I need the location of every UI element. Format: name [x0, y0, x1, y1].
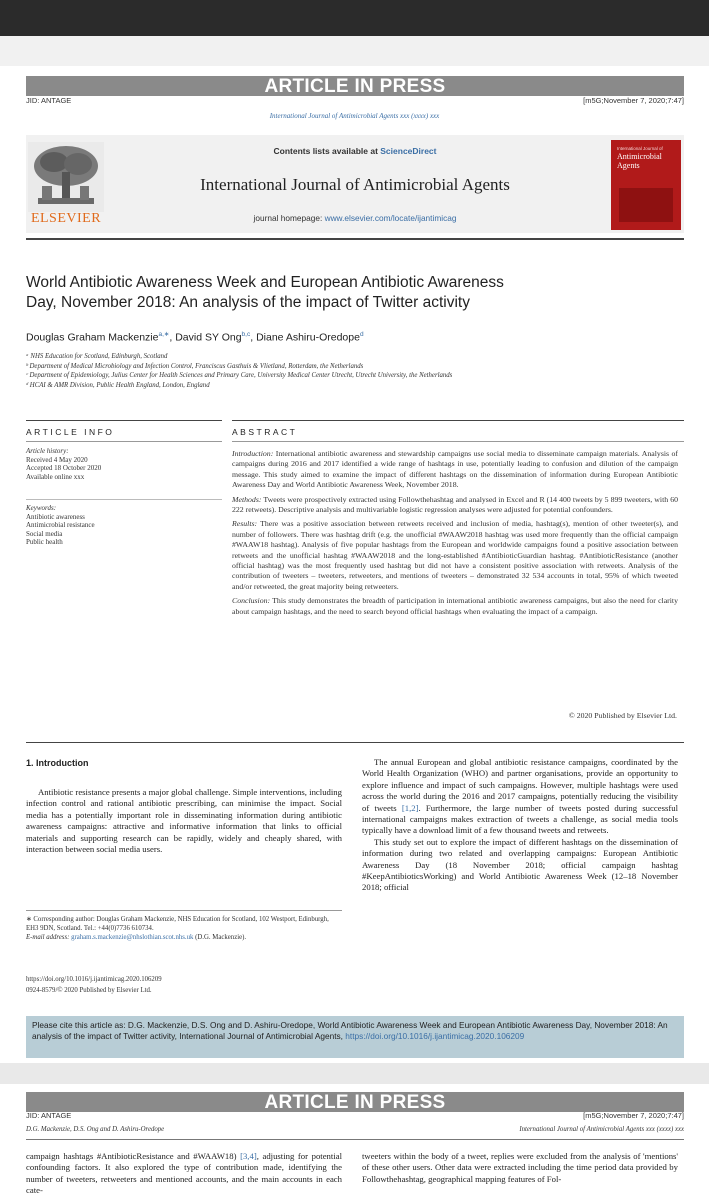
- abstract-heading: ABSTRACT: [232, 427, 298, 437]
- journal-line[interactable]: International Journal of Antimicrobial Agents xxx (xxxx) xxx: [269, 112, 440, 120]
- author-sup[interactable]: b,c: [241, 331, 251, 338]
- page-gap: [0, 36, 709, 66]
- abstract-methods: Methods: Tweets were prospectively extracted using Followthehashtag and analysed in Excel and R (14 400 tweets by 5 899 tweeters, with 60 222 retweets). Descriptive analysis and multivariable logistic regression analyses were adjusted for potential confounders.: [232, 494, 678, 515]
- intro-paragraph-left: Antibiotic resistance presents a major global challenge. Simple interventions, including infection control and rational antibiotic prescribing, can minimise the impact. Social media has a potentially important role in disseminating information during antibiotic awareness campaigns: attractive and informative information that links to official materials and supporting research can be rapidly, widely and cheaply shared, with interaction between social media users.: [26, 787, 342, 855]
- intro-right-para-1: The annual European and global antibiotic resistance campaigns, coordinated by the World Health Organization (WHO) and partner organisations, provide an opportunity to explore influence and impact of such campaigns. However, multiple hashtags were used across the world during the 2016 and 2017 campaigns, potentially reducing the visibility of tweets [1,2]. Furthermore, the large number of tweets posted during successful international campaigns makes extraction of tweets a challenge, as social media tools typically have a download limit of a few thousand tweets and retweets.: [362, 757, 679, 836]
- affiliation: ᵃ NHS Education for Scotland, Edinburgh, Scotland: [26, 353, 168, 360]
- author-sup[interactable]: d: [359, 331, 364, 338]
- homepage-prefix: journal homepage:: [253, 213, 325, 223]
- info-divider: [26, 499, 222, 500]
- running-journal: International Journal of Antimicrobial Agents xxx (xxxx) xxx: [519, 1126, 684, 1133]
- page2-left-column: campaign hashtags #AntibioticResistance and #WAAW18) [3,4], adjusting for potential confounding factors. It also explored the type of contribution made, identifying the number of tweeters, retweeters and mentioned accounts, and the main accounts in each cate-: [26, 1151, 342, 1196]
- contents-prefix: Contents lists available at: [273, 146, 381, 156]
- label: Results:: [232, 519, 258, 529]
- homepage-line: [160, 213, 550, 223]
- jid-label: JID: ANTAGE: [26, 96, 72, 105]
- keywords: [26, 504, 222, 547]
- article-history: [26, 447, 222, 481]
- abstract-subrule: [232, 441, 684, 442]
- affiliation: ᶜ Department of Epidemiology, Julius Center for Health Sciences and Primary Care, University Medical Center Utrecht, Utrecht University, the Netherlands: [26, 372, 453, 380]
- issn-line: 0924-8579/© 2020 Published by Elsevier Ltd.: [26, 987, 152, 994]
- history-item: Available online xxx: [26, 472, 85, 481]
- page2-header-rule: [26, 1139, 684, 1140]
- citation-text: Please cite this article as: D.G. Mackenzie, D.S. Ong and D. Ashiru-Oredope, World Antibiotic Awareness Week and European Antibiotic Awareness Day, November 2018: An analysis of the impact of Twitter activity, International Journal of Antimicrobial Agents, https://doi.org/10.1016/j.ijantimicag.2020.106209: [32, 1020, 668, 1041]
- page-gap: [0, 1063, 709, 1084]
- keywords-label: Keywords:: [26, 504, 57, 512]
- email-link[interactable]: graham.s.mackenzie@nhslothian.scot.nhs.uk: [71, 934, 194, 941]
- history-label: Article history:: [26, 447, 69, 455]
- reference-link[interactable]: [1,2]: [401, 802, 419, 813]
- keyword: Social media: [26, 529, 63, 538]
- intro-paragraph-right: [362, 757, 678, 894]
- author-sup[interactable]: a,∗: [158, 331, 170, 338]
- affiliations: [26, 352, 666, 390]
- page2-right-column: tweeters within the body of a tweet, replies were excluded from the analysis of 'mentions' of these other users. Other data were extracted including the time period data provided by Followthehashtag, geographical mapping features of Fol-: [362, 1151, 678, 1184]
- doi-link[interactable]: https://doi.org/10.1016/j.ijantimicag.2020.106209: [26, 976, 162, 983]
- abstract-bottom-rule: [26, 742, 684, 743]
- header-rule: [26, 238, 684, 240]
- reference-link[interactable]: [3,4]: [240, 1151, 257, 1161]
- affiliation: ᵈ HCAI & AMR Division, Public Health England, London, England: [26, 381, 210, 389]
- title-line-1: World Antibiotic Awareness Week and European Antibiotic Awareness: [26, 274, 504, 291]
- citation-box: [26, 1016, 684, 1058]
- cover-art: [619, 188, 673, 222]
- author-name[interactable]: David SY Ong: [175, 331, 242, 344]
- journal-cover-image: [611, 140, 681, 230]
- citation-doi-link[interactable]: https://doi.org/10.1016/j.ijantimicag.2020.106209: [345, 1031, 525, 1041]
- author-name[interactable]: Diane Ashiru-Oredope: [256, 331, 360, 344]
- homepage-link[interactable]: www.elsevier.com/locate/ijantimicag: [324, 213, 457, 223]
- elsevier-tree-logo: [28, 142, 104, 212]
- email-line: E-mail address: graham.s.mackenzie@nhslothian.scot.nhs.uk (D.G. Mackenzie).: [26, 934, 247, 941]
- abstract-introduction: Introduction: International antibiotic awareness and stewardship campaigns use social media to disseminate campaign materials. Analysis of campaigns during 2016 and 2017 identified a wide range of hashtags in use, potentially leading to confusion and dilution of the campaign message. This study aimed to examine the impact of different hashtags on the dissemination of information during European Antibiotic Awareness Day and World Antibiotic Awareness Week, November 2018.: [232, 449, 678, 490]
- journal-title: International Journal of Antimicrobial Agents: [200, 175, 510, 194]
- article-in-press-banner-2: ARTICLE IN PRESS: [26, 1092, 684, 1112]
- corresponding-author-note: ∗ Corresponding author: Douglas Graham Mackenzie, NHS Education for Scotland, 102 Westport, Edinburgh, EH3 9DN, Scotland. Tel.: +44(0)7736 610734.: [26, 916, 329, 932]
- publisher-logo-text: ELSEVIER: [30, 211, 102, 226]
- abstract-conclusion: Conclusion: This study demonstrates the breadth of participation in international antibiotic awareness campaigns, but also the need for clarity about campaign hashtags, and the need to search beyond official hashtags when evaluating the impact of a campaign.: [232, 596, 678, 616]
- abstract-rule: [232, 420, 684, 421]
- jid-label: JID: ANTAGE: [26, 1111, 72, 1120]
- article-info-heading: ARTICLE INFO: [26, 427, 115, 437]
- cover-top-text: International Journal of: [617, 146, 663, 151]
- viewer-top-bar: [0, 0, 709, 36]
- copyright: © 2020 Published by Elsevier Ltd.: [568, 711, 677, 720]
- build-stamp: [m5G;November 7, 2020;7:47]: [583, 96, 684, 105]
- affiliation: ᵇ Department of Medical Microbiology and Infection Control, Franciscus Gasthuis & Vlietland, Rotterdam, the Netherlands: [26, 362, 364, 370]
- footnote: [26, 915, 342, 942]
- article-title: [26, 273, 686, 313]
- cover-title-text: Antimicrobial Agents: [617, 152, 662, 170]
- label: Methods:: [232, 494, 262, 504]
- author-list: Douglas Graham Mackenzie$^{a,∗}$, David SY Ong$^{b,c}$, Diane Ashiru-Oredope$^d$: [26, 331, 364, 344]
- running-authors: D.G. Mackenzie, D.S. Ong and D. Ashiru-Oredope: [26, 1126, 165, 1133]
- sciencedirect-link[interactable]: ScienceDirect: [380, 146, 437, 156]
- intro-right-para-2: This study set out to explore the impact of different hashtags on the dissemination of information during two related and overlapping campaigns: European Antibiotic Awareness Day (18 November 2018; official campaign hashtag #KeepAntibioticsWorking) and World Antibiotic Awareness Week (12–18 November 2018; official: [362, 836, 678, 893]
- history-item: Received 4 May 2020: [26, 455, 88, 464]
- article-info-subrule: [26, 441, 222, 442]
- keyword: Antibiotic awareness: [26, 512, 85, 521]
- section-heading-introduction: 1. Introduction: [26, 758, 89, 768]
- footnote-rule: [26, 910, 342, 911]
- article-info-rule: [26, 420, 222, 421]
- article-in-press-banner: ARTICLE IN PRESS: [26, 76, 684, 96]
- title-line-2: Day, November 2018: An analysis of the impact of Twitter activity: [26, 294, 470, 311]
- contents-line: [160, 146, 550, 156]
- keyword: Public health: [26, 538, 63, 547]
- keyword: Antimicrobial resistance: [26, 521, 95, 530]
- abstract-body: [232, 449, 678, 617]
- author-name[interactable]: Douglas Graham Mackenzie: [26, 331, 159, 344]
- history-item: Accepted 18 October 2020: [26, 464, 102, 473]
- abstract-results: Results: There was a positive association between retweets received and inclusion of media, hashtag(s), mention of other tweeter(s), and number of followers. There was hashtag drift (e.g. the unofficial #WAAW2018 hashtag was used more frequently than the official campaign #WAAW18 hashtag). Analysis of five popular hashtags from the European and worldwide campaigns found a positive association between retweets and the unofficial hashtag #WAAW2018 and the long-established #AntibioticGuardian hashtag. #AntibioticResistance (another official hashtag) was the most frequently used hashtag but did not have a consistent positive association with retweets. Analysis of the contribution of tweeters – tweeters, retweeters, and mentions of tweeters – demonstrated 32 534 accounts in total, 95% of which tweeted and/or retweeted, the great majority being retweeters.: [232, 519, 678, 591]
- label: Introduction:: [232, 449, 274, 458]
- label: Conclusion:: [232, 596, 271, 606]
- build-stamp: [m5G;November 7, 2020;7:47]: [583, 1111, 684, 1120]
